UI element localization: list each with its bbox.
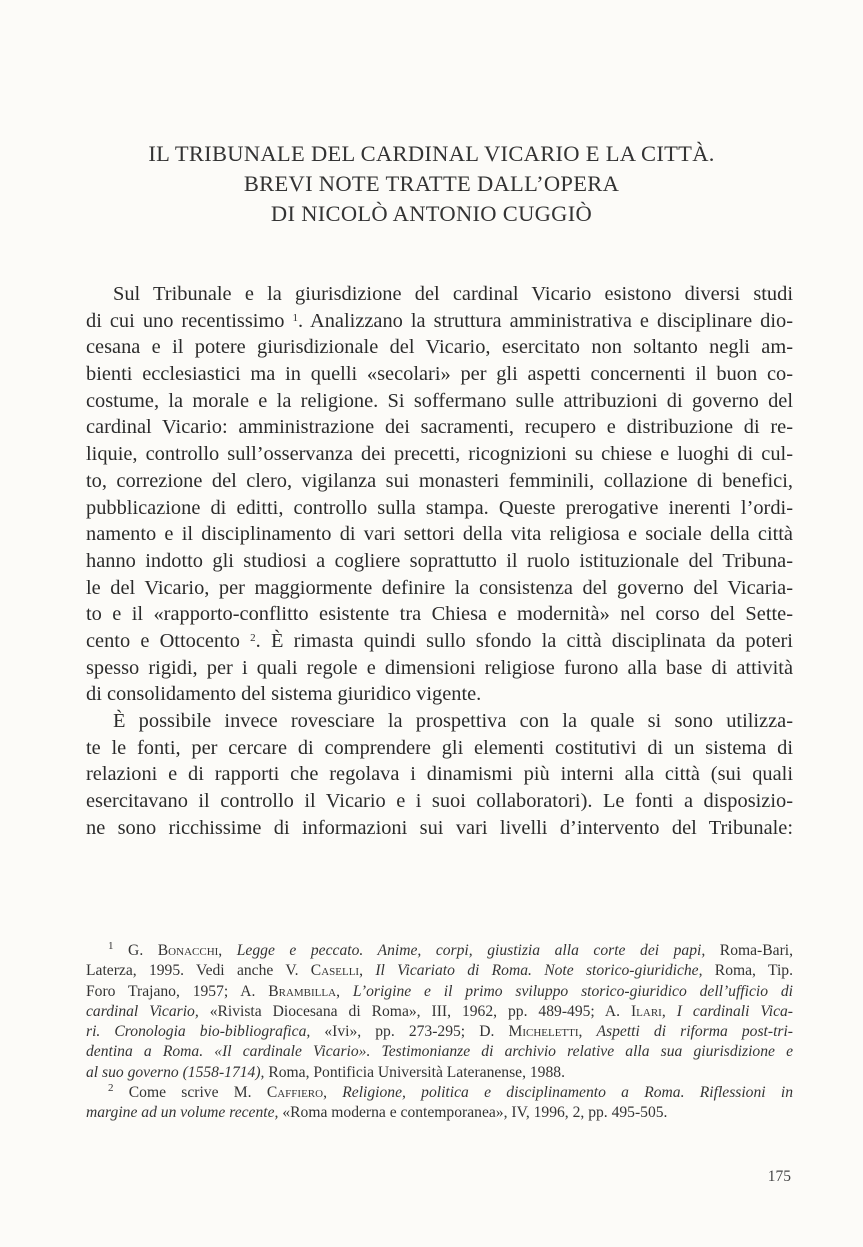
fn-text: «Ivi», pp. 273-295; D. (310, 1023, 509, 1041)
page-number: 175 (767, 1168, 791, 1185)
fn-text: Laterza, 1995. Vedi anche V. (86, 962, 311, 980)
fn-author: Ilari (630, 1002, 662, 1020)
fn-text: Come scrive M. (113, 1084, 267, 1102)
footnote-2-line (86, 1103, 793, 1123)
footnote-ref[interactable]: 2 (250, 631, 256, 644)
body-line (86, 628, 793, 655)
footnote-1-line (86, 1042, 793, 1062)
fn-text: , (218, 942, 237, 959)
body-text (86, 281, 793, 841)
fn-author: Brambilla (268, 982, 337, 1000)
fn-work-title: Aspetti di riforma post-tri- (596, 1023, 793, 1041)
body-line: namento e il disciplinamento di vari settori della vita religiosa e sociale della città (86, 523, 793, 546)
fn-text: , (359, 962, 376, 980)
fn-text: , (661, 1002, 677, 1020)
footnote-1-line (86, 961, 793, 981)
fn-text: , (336, 982, 353, 1000)
body-line: bienti ecclesiastici ma in quelli «secolari» per gli aspetti concernenti il buon co- (86, 363, 793, 386)
fn-text: Roma, Pontificia Università Lateranense, 1988. (264, 1063, 565, 1081)
footnote-1-line (86, 1063, 793, 1083)
body-line: hanno indotto gli studiosi a cogliere soprattutto il ruolo istituzionale del Tribuna- (86, 549, 793, 572)
body-text-span: . Analizzano la struttura amministrativa e disciplinare dio- (298, 309, 793, 332)
fn-text: , (323, 1084, 343, 1102)
body-text-span: . È rimasta quindi sullo sfondo la città disciplinata da poteri (255, 629, 793, 652)
body-line: le del Vicario, per maggiormente definire la consistenza del governo del Vicaria- (86, 576, 793, 599)
fn-text: , (578, 1023, 597, 1041)
body-line: esercitavano il controllo il Vicario e i suoi collaboratori). Le fonti a disposizio- (86, 790, 793, 813)
footnote-number: 2 (108, 1082, 114, 1095)
body-line: costume, la morale e la religione. Si soffermano sulle attribuzioni di governo del (86, 389, 793, 412)
footnote-1-line (86, 982, 793, 1002)
body-text-span: di cui uno recentissimo (86, 309, 293, 332)
fn-text: Foro Trajano, 1957; A. (86, 982, 269, 1000)
body-line: te le fonti, per cercare di comprendere gli elementi costitutivi di un sistema di (86, 736, 793, 759)
body-line: liquie, controllo sull’osservanza dei precetti, ricognizioni su chiese e luoghi di cul- (86, 443, 793, 466)
body-line: pubblicazione di editti, controllo sulla stampa. Queste prerogative inerenti l’ordi- (86, 496, 793, 519)
fn-work-title: Legge e peccato. Anime, corpi, giustizia alla corte dei papi, (236, 942, 706, 959)
chapter-title (60, 139, 803, 229)
body-line: relazioni e di rapporti che regolava i dinamismi più interni alla città (sui quali (86, 763, 793, 786)
body-line: spesso rigidi, per i quali regole e dimensioni religiose furono alla base di attività (86, 656, 793, 679)
footnote-2-line (86, 1083, 793, 1103)
footnote-number: 1 (108, 940, 114, 952)
title-line: BREVI NOTE TRATTE DALL’OPERA (243, 171, 620, 196)
fn-work-title: dentina a Roma. «Il cardinale Vicario». Testimonianze di archivio relative alla sua giurisdizione e (86, 1043, 793, 1061)
body-line: to, correzione del clero, vigilanza sui monasteri femminili, collazione di benefici, (86, 469, 793, 492)
fn-work-title: cardinal Vicario, (86, 1002, 199, 1020)
fn-text: «Rivista Diocesana di Roma», III, 1962, pp. 489-495; A. (198, 1002, 631, 1020)
fn-work-title: ri. Cronologia bio-bibliografica, (86, 1023, 311, 1041)
body-line: È possibile invece rovesciare la prospettiva con la quale si sono utilizza- (113, 710, 793, 732)
fn-work-title: margine ad un volume recente, (86, 1104, 279, 1122)
fn-author: Micheletti (508, 1023, 579, 1041)
body-line: cesana e il potere giurisdizionale del Vicario, esercitato non soltanto negli am- (86, 336, 793, 359)
fn-text: Roma, Tip. (702, 962, 793, 980)
fn-work-title: al suo governo (1558-1714), (86, 1063, 265, 1081)
fn-work-title: Il Vicariato di Roma. Note storico-giuridiche, (375, 962, 703, 980)
footnote-1-line (86, 941, 793, 961)
title-line: IL TRIBUNALE DEL CARDINAL VICARIO E LA CITTÀ. (148, 141, 715, 166)
footnotes (86, 941, 793, 1124)
body-line: cardinal Vicario: amministrazione dei sacramenti, recupero e distribuzione di re- (86, 416, 793, 439)
body-line (86, 308, 793, 335)
body-line: ne sono ricchissime di informazioni sui vari livelli d’intervento del Tribunale: (86, 816, 793, 839)
fn-author: Caffiero (266, 1084, 324, 1102)
body-line: di consolidamento del sistema giuridico vigente. (86, 683, 482, 706)
fn-text: Roma-Bari, (705, 942, 793, 959)
footnote-ref[interactable]: 1 (292, 311, 299, 324)
body-line: Sul Tribunale e la giurisdizione del cardinal Vicario esistono diversi studi (113, 283, 793, 305)
footnote-1-line (86, 1002, 793, 1022)
footnote-1-line (86, 1022, 793, 1042)
fn-author: Bonacchi (157, 942, 219, 959)
fn-work-title: Religione, politica e disciplinamento a Roma. Riflessioni in (342, 1084, 794, 1102)
fn-author: Caselli (310, 962, 360, 980)
body-line: to e il «rapporto-conflitto esistente tra Chiesa e modernità» nel corso del Sette- (86, 603, 793, 626)
body-text-span: cento e Ottocento (86, 629, 251, 652)
fn-text: «Roma moderna e contemporanea», IV, 1996, 2, pp. 495-505. (278, 1104, 668, 1122)
fn-work-title: I cardinali Vica- (676, 1002, 793, 1020)
fn-work-title: L’origine e il primo sviluppo storico-giuridico dell’ufficio di (352, 982, 793, 1000)
fn-text: G. (113, 942, 158, 959)
title-line: DI NICOLÒ ANTONIO CUGGIÒ (270, 201, 593, 226)
